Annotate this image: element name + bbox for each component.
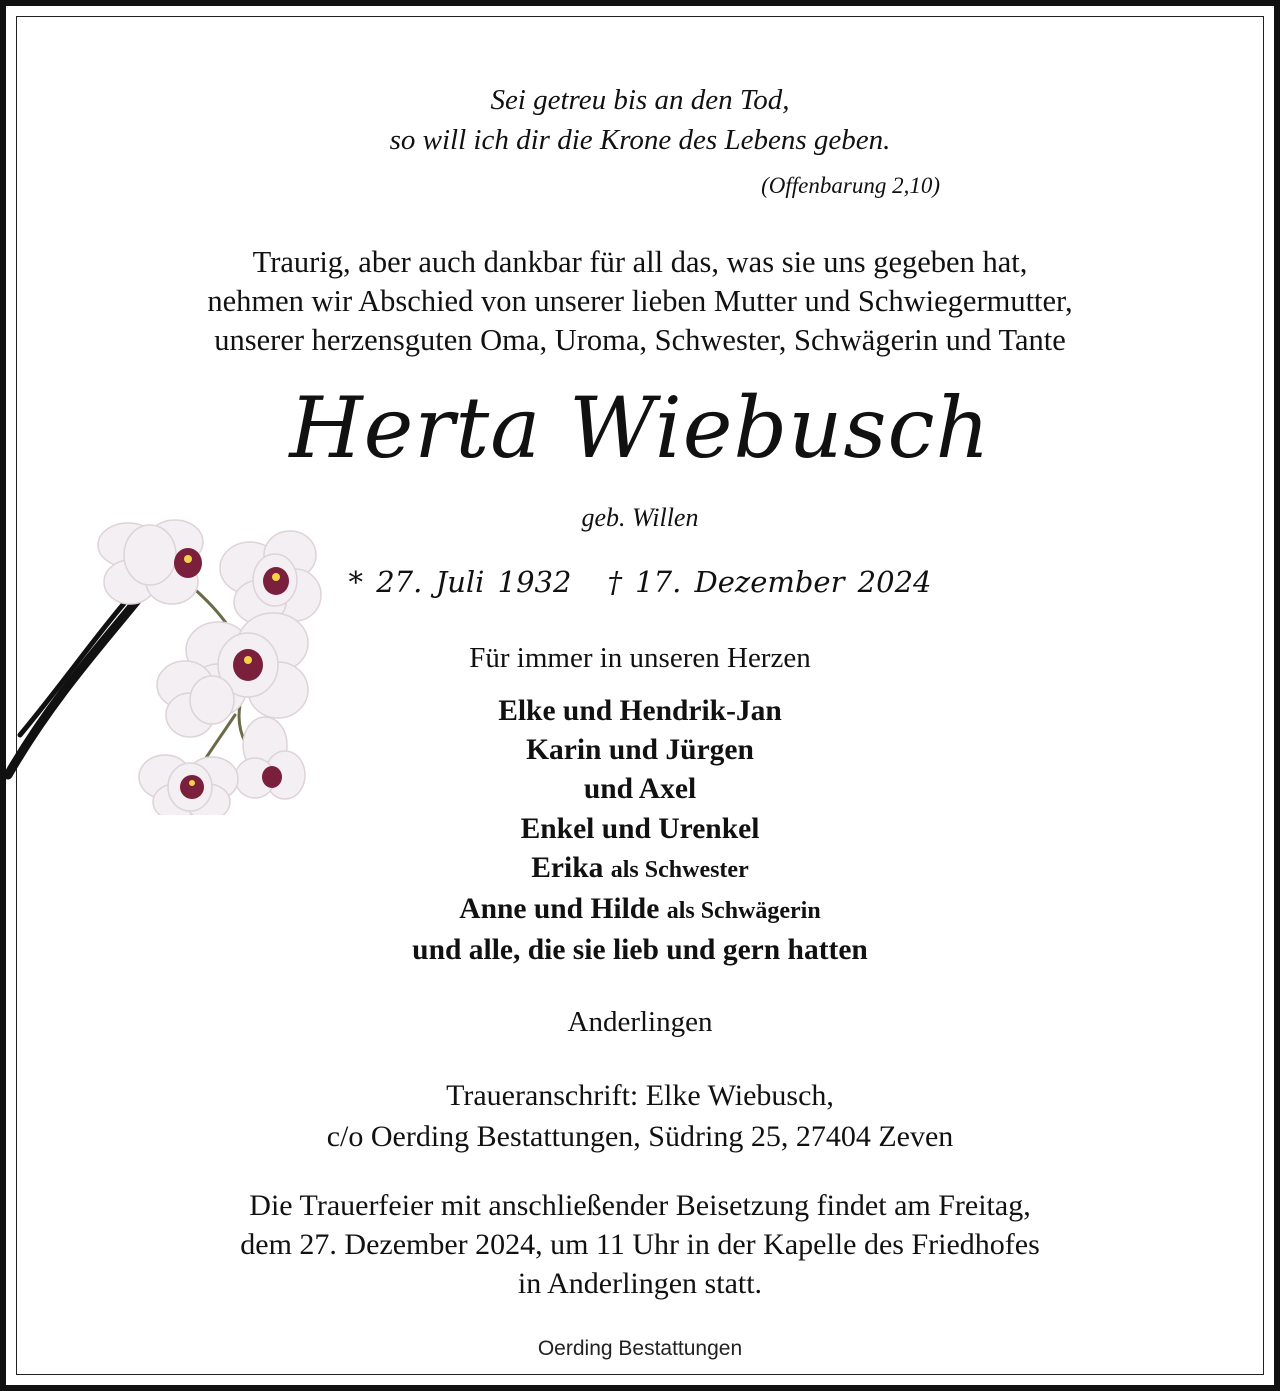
list-item: Karin und Jürgen (526, 734, 754, 767)
list-item: und Axel (583, 773, 697, 806)
address-line: Traueranschrift: Elke Wiebusch, (446, 1079, 834, 1112)
list-item: und alle, die sie lieb und gern hatten (412, 934, 868, 967)
service-line: in Anderlingen statt. (517, 1267, 763, 1300)
service-line: dem 27. Dezember 2024, um 11 Uhr in der Kapelle des Friedhofes (240, 1228, 1040, 1261)
relation-label: als Schwester (610, 856, 749, 883)
intro-line: nehmen wir Abschied von unserer lieben Mutter und Schwiegermutter, (207, 284, 1073, 318)
death-date: † 17. Dezember 2024 (607, 565, 932, 599)
verse-line: so will ich dir die Krone des Lebens geben. (389, 124, 891, 156)
forever-line: Für immer in unseren Herzen (469, 642, 811, 674)
list-item: Erika als Schwester (531, 851, 749, 884)
verse-reference: (Offenbarung 2,10) (761, 173, 940, 198)
verse-line: Sei getreu bis an den Tod, (490, 84, 790, 116)
address-line: c/o Oerding Bestattungen, Südring 25, 27404 Zeven (326, 1120, 954, 1153)
mourning-address (0, 1075, 1280, 1157)
birth-date: * 27. Juli 1932 (348, 565, 572, 599)
list-item: Enkel und Urenkel (520, 812, 760, 845)
intro-line: unserer herzensguten Oma, Uroma, Schwester, Schwägerin und Tante (214, 323, 1066, 357)
list-item: Anne und Hilde als Schwägerin (459, 893, 821, 926)
funeral-service-info (0, 1186, 1280, 1303)
place-name: Anderlingen (567, 1006, 713, 1038)
mourners-list (0, 692, 1280, 970)
intro-text (0, 243, 1280, 360)
intro-line: Traurig, aber auch dankbar für all das, was sie uns gegeben hat, (252, 245, 1028, 279)
service-line: Die Trauerfeier mit anschließender Beisetzung findet am Freitag, (249, 1189, 1031, 1222)
deceased-name: Herta Wiebusch (289, 379, 991, 477)
relation-label: als Schwägerin (666, 898, 821, 925)
maiden-name: geb. Willen (581, 503, 699, 532)
list-item: Elke und Hendrik-Jan (498, 695, 782, 727)
bible-verse (0, 80, 1280, 160)
undertaker-name: Oerding Bestattungen (537, 1337, 743, 1360)
